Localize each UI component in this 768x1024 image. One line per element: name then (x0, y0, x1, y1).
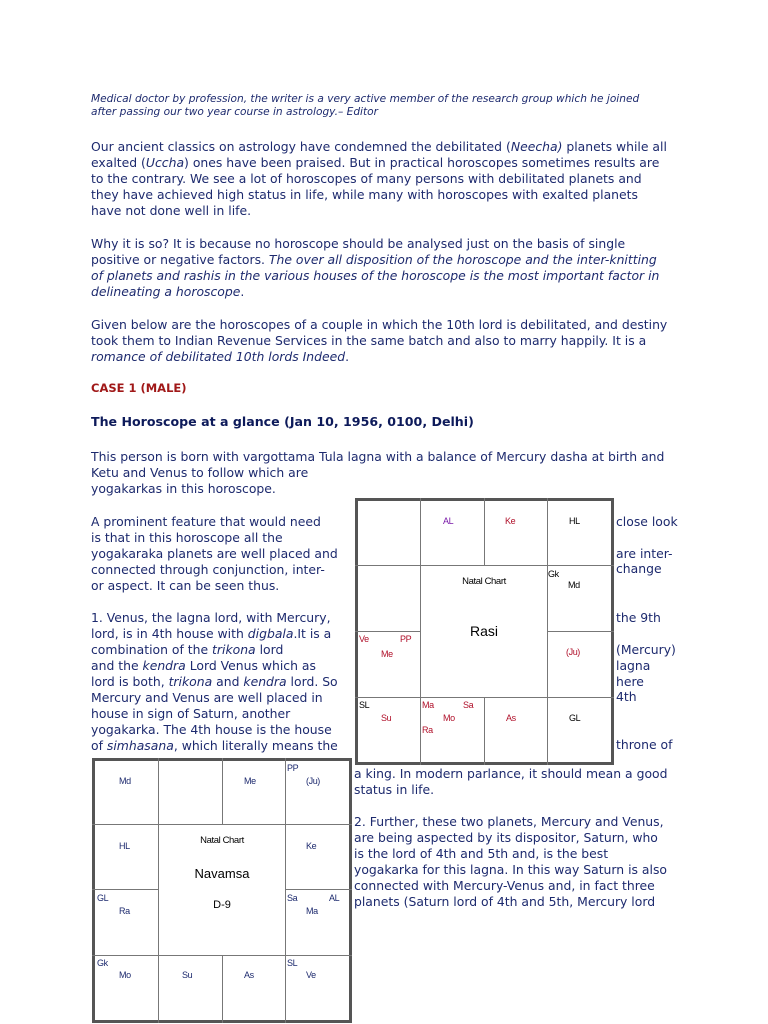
paragraph-line: 2. Further, these two planets, Mercury and Venus, (354, 814, 664, 829)
planet-label-gk: Gk (548, 569, 559, 579)
paragraph-line: they have achieved high status in life, while many with horoscopes with exalted planets (91, 187, 638, 202)
paragraph-line: Mercury and Venus are well placed in (91, 690, 323, 705)
chart-gridline (355, 697, 614, 698)
paragraph-line: exalted (Uccha) ones have been praised. But in practical horoscopes sometimes results are (91, 155, 660, 170)
planet-label-gk: Gk (97, 958, 108, 968)
right-column-fragment: close look (616, 514, 678, 529)
paragraph-line: Given below are the horoscopes of a couple in which the 10th lord is debilitated, and destiny (91, 317, 668, 332)
chart-gridline (222, 955, 223, 1023)
navamsa-chart-name: Navamsa (194, 866, 250, 881)
paragraph-line: positive or negative factors. The over all disposition of the horoscope and the inter-knitting (91, 252, 657, 267)
chart-gridline (222, 758, 223, 824)
paragraph-1 (91, 139, 667, 219)
paragraph-line: 1. Venus, the lagna lord, with Mercury, (91, 610, 331, 625)
chart-gridline (355, 631, 421, 632)
chart-gridline (484, 498, 485, 565)
planet-label-mo: Mo (119, 970, 131, 980)
planet-label-ra: Ra (422, 725, 433, 735)
right-column-fragment: change (616, 561, 662, 576)
planet-label-sl: SL (287, 958, 298, 968)
planet-label-ma: Ma (306, 906, 318, 916)
chart-border (349, 758, 352, 1023)
paragraph-line: lord is both, trikona and kendra lord. So (91, 674, 338, 689)
planet-label-ma: Ma (422, 700, 434, 710)
paragraph-line: of planets and rashis in the various houses of the horoscope is the most important factor in (91, 268, 660, 283)
planet-label-ju: (Ju) (566, 647, 580, 657)
paragraph-3 (91, 317, 667, 365)
rasi-chart-title: Natal Chart (462, 576, 506, 587)
paragraph-line: a king. In modern parlance, it should mean a good (354, 766, 668, 781)
planet-label-ke: Ke (505, 516, 516, 526)
planet-label-as: As (244, 970, 254, 980)
section-heading: The Horoscope at a glance (Jan 10, 1956, 0100, Delhi) (91, 414, 474, 429)
case-label: CASE 1 (MALE) (91, 381, 187, 395)
rasi-chart (355, 498, 614, 765)
paragraph-line: connected with Mercury-Venus and, in fact three (354, 878, 655, 893)
paragraph-line: Our ancient classics on astrology have condemned the debilitated (Neecha) planets while all (91, 139, 667, 154)
planet-label-gl: GL (569, 713, 581, 723)
paragraph-4 (91, 449, 664, 497)
paragraph-line: to the contrary. We see a lot of horoscopes of many persons with debilitated planets and (91, 171, 642, 186)
planet-label-hl: HL (119, 841, 130, 851)
paragraph-line: or aspect. It can be seen thus. (91, 578, 280, 593)
planet-label-su: Su (381, 713, 392, 723)
left-column-text (91, 514, 338, 754)
paragraph-line: yogakaraka planets are well placed and (91, 546, 338, 561)
planet-label-md: Md (568, 580, 580, 590)
planet-label-pp: PP (400, 634, 412, 644)
right-column-fragment: 4th (616, 689, 637, 704)
chart-gridline (285, 889, 352, 890)
paragraph-line: yogakarka. The 4th house is the house (91, 722, 332, 737)
paragraph-line: status in life. (354, 782, 435, 797)
chart-gridline (547, 631, 614, 632)
paragraph-line: This person is born with vargottama Tula lagna with a balance of Mercury dasha at birth and (91, 449, 665, 464)
paragraph-line: have not done well in life. (91, 203, 252, 218)
navamsa-chart-division: D-9 (213, 899, 231, 911)
paragraph-line: connected through conjunction, inter- (91, 562, 325, 577)
paragraph-line: are being aspected by its dispositor, Saturn, who (354, 830, 658, 845)
paragraph-line: house in sign of Saturn, another (91, 706, 291, 721)
editor-note-line: Medical doctor by profession, the writer is a very active member of the research group which he joined (91, 93, 640, 105)
right-column-fragment: throne of (616, 737, 673, 752)
planet-label-ju: (Ju) (306, 776, 320, 786)
navamsa-chart-title: Natal Chart (200, 835, 244, 846)
paragraph-line: combination of the trikona lord (91, 642, 284, 657)
chart-gridline (92, 889, 159, 890)
chart-gridline (158, 758, 159, 1023)
paragraph-2 (91, 236, 659, 300)
planet-label-ke: Ke (306, 841, 317, 851)
paragraph-line: yogakarka for this lagna. In this way Saturn is also (354, 862, 667, 877)
paragraph-line: A prominent feature that would need (91, 514, 321, 529)
editor-note-line: after passing our two year course in astrology.– Editor (91, 106, 378, 118)
right-column-fragment: here (616, 674, 644, 689)
paragraph-line (91, 594, 338, 610)
planet-label-mo: Mo (443, 713, 455, 723)
editor-note (91, 93, 639, 119)
navamsa-chart (92, 758, 352, 1023)
paragraph-line: of simhasana, which literally means the (91, 738, 338, 753)
planet-label-ve: Ve (306, 970, 316, 980)
chart-gridline (484, 697, 485, 765)
paragraph-line: is that in this horoscope all the (91, 530, 283, 545)
rasi-chart-name: Rasi (469, 623, 498, 639)
paragraph-line (354, 798, 667, 814)
paragraph-line: Ketu and Venus to follow which are (91, 465, 309, 480)
planet-label-al: AL (329, 893, 340, 903)
chart-gridline (355, 565, 614, 566)
planet-label-gl: GL (97, 893, 109, 903)
planet-label-pp: PP (287, 763, 299, 773)
paragraph-line: Why it is so? It is because no horoscope should be analysed just on the basis of single (91, 236, 626, 251)
planet-label-hl: HL (569, 516, 580, 526)
planet-label-as: As (506, 713, 516, 723)
right-column-fragment: are inter- (616, 546, 673, 561)
planet-label-su: Su (182, 970, 193, 980)
right-column-fragment: the 9th (616, 610, 661, 625)
planet-label-md: Md (119, 776, 131, 786)
planet-label-me: Me (381, 649, 393, 659)
paragraph-line: yogakarkas in this horoscope. (91, 481, 276, 496)
paragraph-line: and the kendra Lord Venus which as (91, 658, 316, 673)
chart-border (92, 758, 95, 1023)
planet-label-sl: SL (359, 700, 370, 710)
paragraph-line: romance of debilitated 10th lords Indeed. (91, 349, 350, 364)
planet-label-sa: Sa (287, 893, 298, 903)
paragraph-line: lord, is in 4th house with digbala.It is a (91, 626, 332, 641)
chart-gridline (285, 758, 286, 1023)
paragraph-line: planets (Saturn lord of 4th and 5th, Mercury lord (354, 894, 656, 909)
chart-gridline (92, 824, 352, 825)
planet-label-ve: Ve (359, 634, 369, 644)
right-column-fragment: (Mercury) (616, 642, 676, 657)
chart-gridline (92, 955, 352, 956)
planet-label-me: Me (244, 776, 256, 786)
planet-label-al: AL (443, 516, 454, 526)
paragraph-line: is the lord of 4th and 5th and, is the best (354, 846, 609, 861)
paragraph-line: took them to Indian Revenue Services in the same batch and also to marry happily. It is a (91, 333, 647, 348)
paragraph-line: delineating a horoscope. (91, 284, 245, 299)
planet-label-sa: Sa (463, 700, 474, 710)
planet-label-ra: Ra (119, 906, 130, 916)
right-column-fragment: lagna (616, 658, 651, 673)
bottom-column-text (354, 766, 667, 910)
